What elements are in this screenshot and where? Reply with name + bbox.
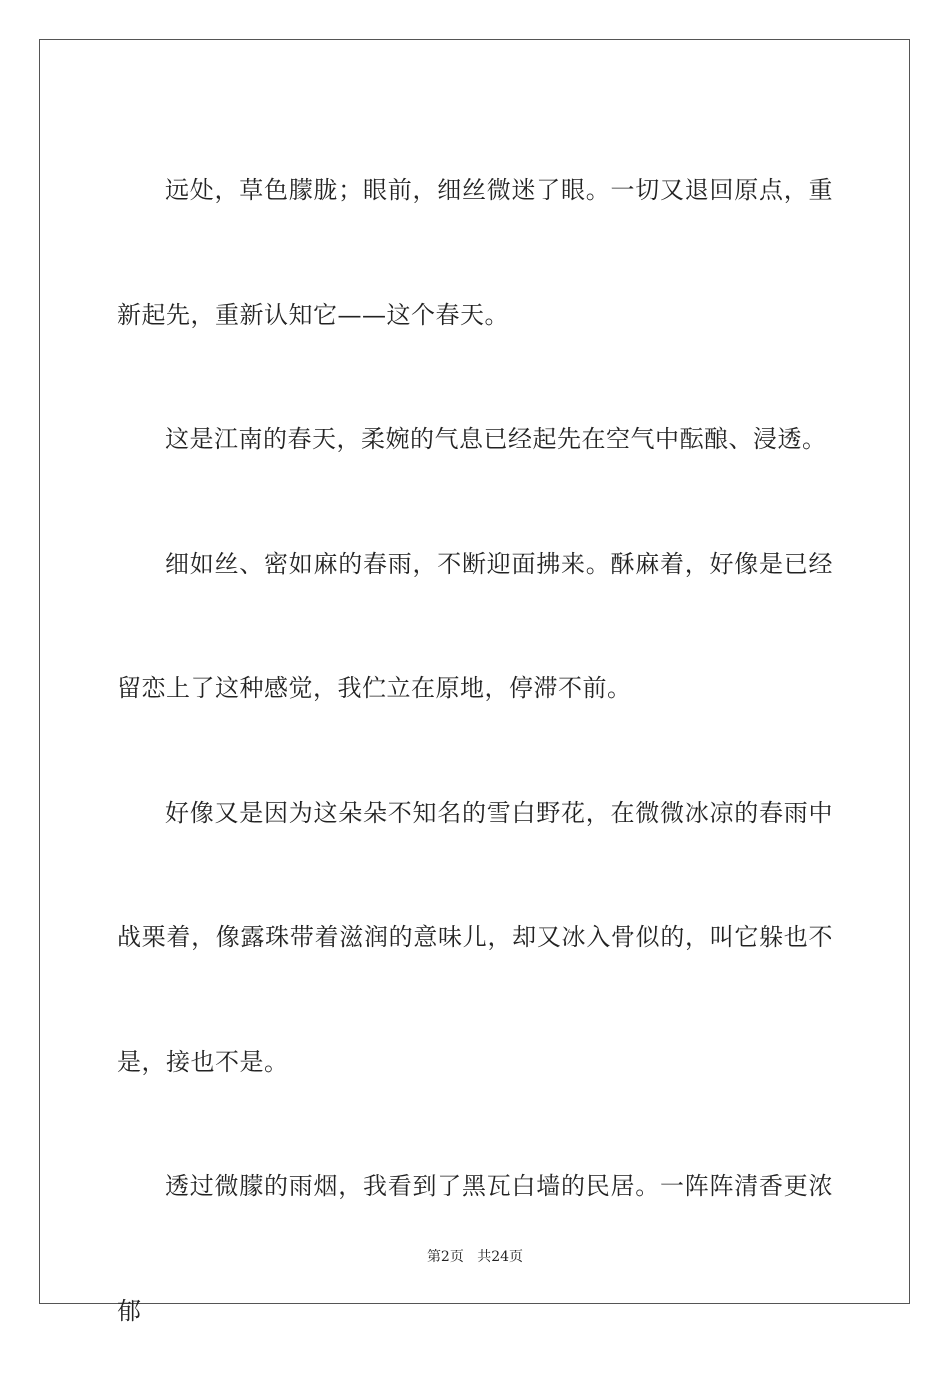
paragraph: 细如丝、密如麻的春雨，不断迎面拂来。酥麻着，好像是已经留恋上了这种感觉，我伫立在原地，停滞不前。 (117, 549, 833, 702)
paragraph: 好像又是因为这朵朵不知名的雪白野花，在微微冰凉的春雨中战栗着，像露珠带着滋润的意味儿，却又冰入骨似的，叫它躲也不是，接也不是。 (117, 798, 833, 1076)
paragraph: 这是江南的春天，柔婉的气息已经起先在空气中酝酿、浸透。 (165, 425, 827, 453)
paragraph: 透过微朦的雨烟，我看到了黑瓦白墙的民居。一阵阵清香更浓郁 (117, 1172, 833, 1325)
page-footer (0, 1246, 950, 1266)
paragraph: 远处，草色朦胧；眼前，细丝微迷了眼。一切又退回原点，重新起先，重新认知它——这个春天。 (117, 176, 833, 329)
page-total: 共24页 (477, 1249, 524, 1265)
document-body (117, 128, 833, 1373)
page-number: 第2页 (426, 1249, 464, 1265)
